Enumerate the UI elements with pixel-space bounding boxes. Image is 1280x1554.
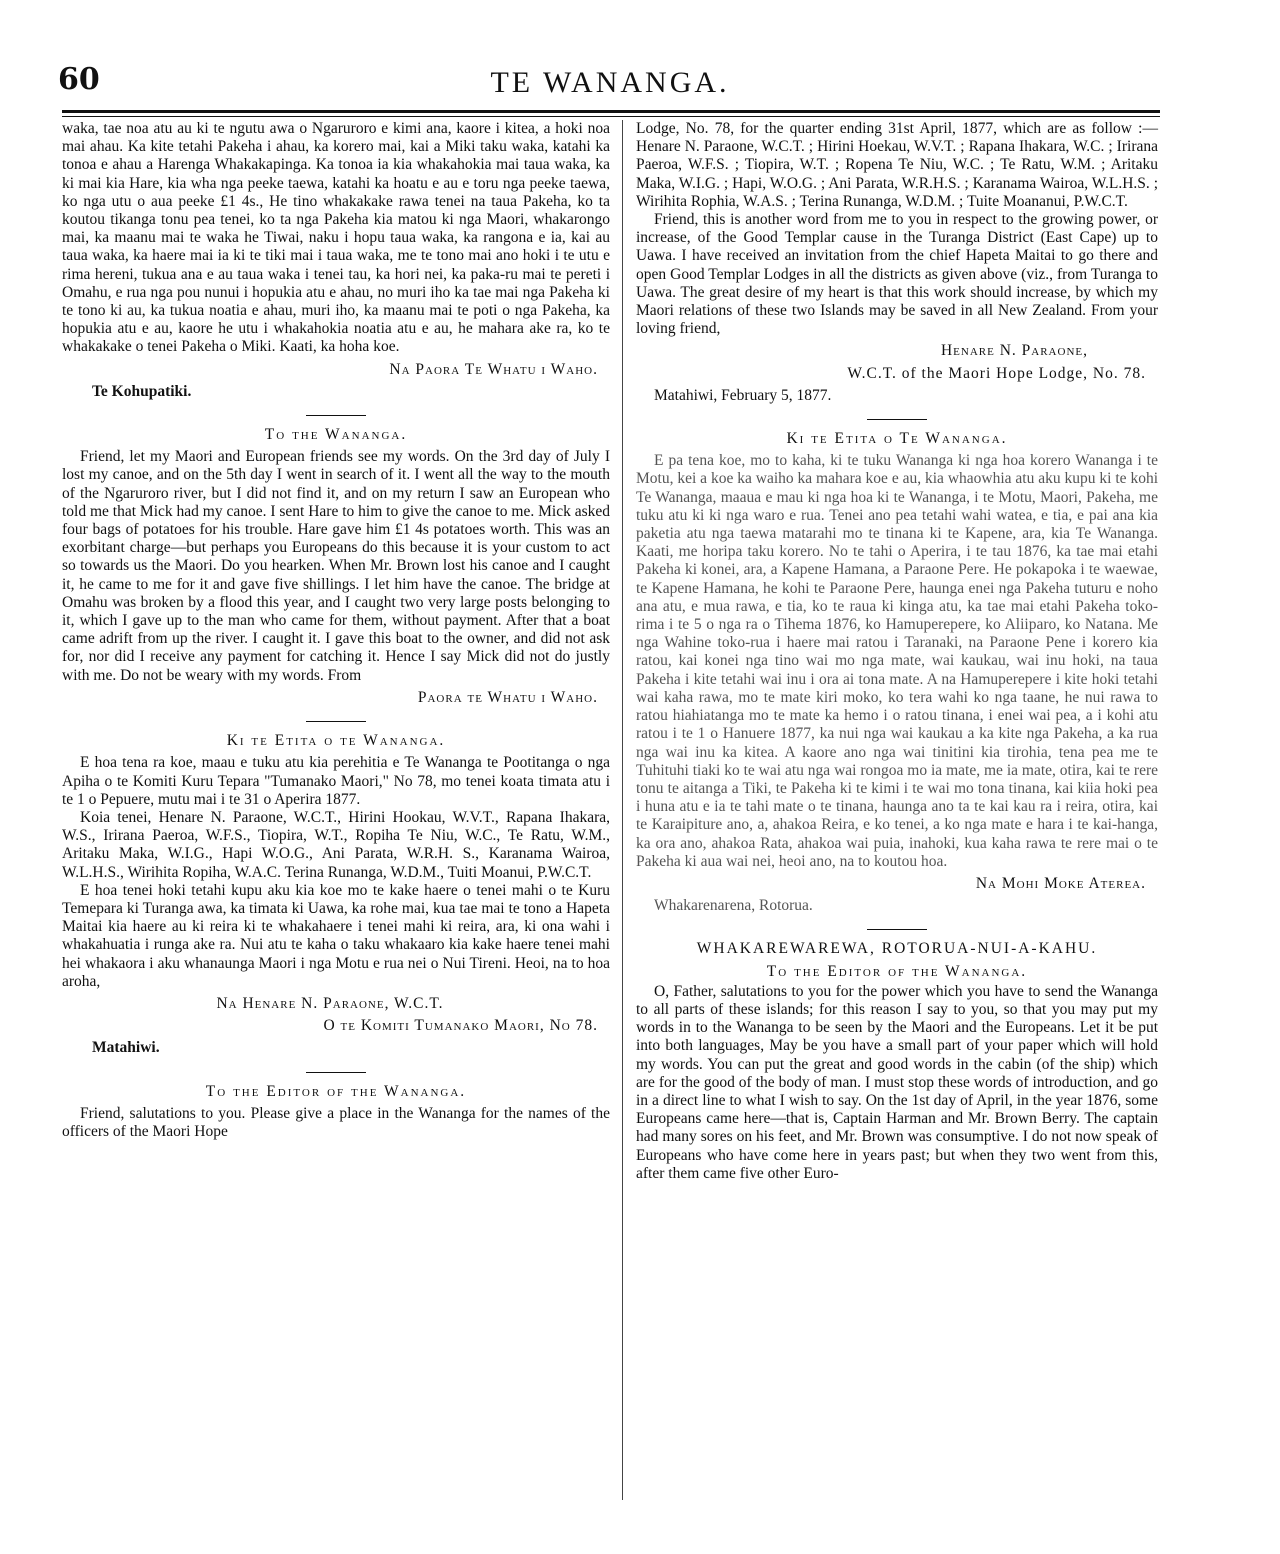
section-heading: Ki te Etita o Te Wananga. (786, 430, 1008, 448)
letter-paragraph: E hoa tenei hoki tetahi kupu aku kia koe mo te kake haere o tenei mahi o te Kuru Temepara ki Turanga awa, ka timata ki Uawa, ka rohe mai, kua tae mai te tono a Hapeta Maitai kia haere au ki reira ki te whakahaere i tenei mahi ki reira, ara, ki ona wahi i whakahuatia i runga ake ra. Nui atu te kaha o taku whakaaro kia kake haere tenei mahi hei whakaora i aku whanaunga Maori i nga Motu e rua nei o Nui Tireni. Heoi, na to hoa aroha, (62, 881, 610, 990)
signature: Henare N. Paraone, (940, 342, 1088, 360)
letter-paragraph: Friend, this is another word from me to you in respect to the growing power, or increase, of the Good Templar cause in the Turanga District (East Cape) up to Uawa. I have received an invitation from the chief Hapeta Maitai to go there and open Good Templar Lodges in all the districts as given above (viz., from Turanga to Uawa. The great desire of my heart is that this work should increase, by which my Maori relations of these two Islands may be saved in all New Zealand. From your loving friend, (636, 211, 1158, 338)
signature-affiliation: O te Komiti Tumanako Maori, No 78. (323, 1017, 598, 1035)
right-column (636, 120, 1158, 1183)
section-subheading: To the Editor of the Wananga. (766, 962, 1028, 980)
dateline-place: Te Kohupatiki. (92, 382, 192, 400)
letter-paragraph: Friend, salutations to you. Please give a place in the Wananga for the names of the officers of the Maori Hope (62, 1104, 610, 1140)
section-separator (867, 929, 927, 930)
signature: Na Henare N. Paraone, W.C.T. (216, 994, 444, 1012)
dateline-place: Matahiwi, February 5, 1877. (654, 386, 832, 404)
page-title: TE WANANGA. (490, 66, 730, 99)
section-separator (306, 721, 366, 722)
section-separator (306, 1072, 366, 1073)
signature-affiliation: W.C.T. of the Maori Hope Lodge, No. 78. (847, 364, 1146, 382)
signature: Na Mohi Moke Aterea. (975, 874, 1146, 892)
section-separator (306, 415, 366, 416)
letter-english-paragraph: O, Father, salutations to you for the power which you have to send the Wananga to all parts of these islands; for this reason I say to you, so that you may put my words in to the Wananga to be seen by the Maori and the Europeans. Let it be put into both languages, May be you have a small part of your paper which will hold my words. You can put the great and good words in the cabin (of the ship) which are for the good of the body of man. I must stop these words of introduction, and go in a direct line to what I wish to say. On the 1st day of April, in the year 1876, some Europeans came here—that is, Captain Harman and Mr. Brown Berry. The captain had many sores on his feet, and Mr. Brown was consumptive. I do not now speak of Europeans who have come here in years past; but when they two went from this, after them came five other Euro- (636, 982, 1158, 1182)
page-header (58, 62, 1162, 106)
officers-list-paragraph: Lodge, No. 78, for the quarter ending 31st April, 1877, which are as follow :—Henare N. Paraone, W.C.T. ; Hirini Hoekau, W.V.T. ; Rapana Ihakara, W.C. ; Irirana Paeroa, W.F.S. ; Tiopira, W.T. ; Ropena Te Niu, W.C. ; Te Ratu, W.M. ; Aritaku Maka, W.I.G. ; Hapi, W.O.G. ; Ani Parata, W.R.H.S. ; Karanama Wairoa, W.L.H.S. ; Wirihita Rophia, W.A.S. ; Terina Runanga, W.D.M. ; Tuite Moananui, P.W.C.T. (636, 120, 1158, 210)
section-separator (867, 419, 927, 420)
section-heading: Ki te Etita o te Wananga. (226, 732, 446, 750)
section-heading: WHAKAREWAREWA, ROTORUA-NUI-A-KAHU. (696, 940, 1098, 958)
section-heading: To the Editor of the Wananga. (205, 1082, 467, 1100)
column-divider (622, 120, 623, 1500)
left-column (62, 120, 610, 1141)
page-number: 60 (58, 62, 100, 97)
letter-maori-paragraph: waka, tae noa atu au ki te ngutu awa o Ngaruroro e kimi ana, kaore i kitea, a hoki noa mai ahau. Ka kite tetahi Pakeha i ahau, ka korero mai, kai a Miki taku waka, katahi ka tonoa e ahau a Harenga Whakakapinga. Ka tonoa ia kia whakahokia mai taua waka, ka ki mai kia Hare, kia wha nga peeke taewa, katahi ka hoatu e au e toru nga peeke taewa, ko nga utu o aua peeke £1 4s., He tino whakakake rawa tenei na taua Pakeha, ko ta koutou tikanga tonu pea tenei, ko ta nga Pakeha kia matou ki nga Maori, whakarongo mai, ka maanu mai te waka he Tiwai, naku i hopu taua waka, ka rangona e ia, kai au taua waka, ka haere mai ia ki te tiki mai i taua waka, me te tono mai ano hoki i te utu e rima hereni, tukua ana e au taua waka i tenei tau, ka hori nei, ka paka-ru mai te pereti i Omahu, e rua nga pou nunui i hopukia atu e ahau, no muri iho ka tae mai nga Pakeha ki te tono ki au, ka tukua noatia e ahau, muri iho, ka maanu mai te poti o nga Pakeha, ka hopukia atu e au, kaore he utu i whakahokia noatia atu e au, he mahara ake ra, ko te whakakake o tenei Pakeha o Miki. Kaati, ka hoha koe. (62, 120, 610, 356)
dateline-place: Matahiwi. (92, 1039, 160, 1057)
dateline-place: Whakarenarena, Rotorua. (654, 897, 813, 915)
signature: Paora te Whatu i Waho. (417, 688, 598, 706)
letter-paragraph: E hoa tena ra koe, maau e tuku atu kia perehitia e Te Wananga te Pootitanga o nga Apiha o te Komiti Kuru Tepara "Tumanako Maori," No 78, mo tenei koata timata atu i te 1 o Pepuere, mutu mai i te 31 o Aperira 1877. (62, 754, 610, 808)
officers-list-paragraph: Koia tenei, Henare N. Paraone, W.C.T., Hirini Hookau, W.V.T., Rapana Ihakara, W.S., Irirana Paeroa, W.F.S., Tiopira, W.T., Ropiha Te Niu, W.C., Te Ratu, W.M., Aritaku Maka, W.I.G., Hapi W.O.G., Ani Parata, W.R.H. S., Karanama Wairoa, W.L.H.S., Wirihita Ropiha, W.A.C. Terina Runanga, W.D.M., Tuiti Moanui, P.W.C.T. (62, 808, 610, 881)
letter-english-paragraph: Friend, let my Maori and European friends see my words. On the 3rd day of July I lost my canoe, and on the 5th day I went in search of it. I went all the way to the mouth of the Ngaruroro river, but I did not find it, and on my return I saw an European who told me that Mick had my canoe. I sent Hare to him to give the canoe to me. Mick asked four bags of potatoes for his trouble. Hare gave him £1 4s potatoes worth. This was an exorbitant charge—but perhaps you Europeans do this because it is your custom to act so towards us the Maori. Do you hearken. When Mr. Brown lost his canoe and I caught it, he came to me for it and gave five shillings. I let him have the canoe. The bridge at Omahu was broken by a flood this year, and I caught two very large posts belonging to it, which I gave up to the man who came for them, without payment. After that a boat came adrift from up the river. I caught it. I gave this boat to the owner, and did not ask for, nor did I receive any payment for catching it. Hence I say Mick did not do justly with me. Do not be weary with my words. From (62, 448, 610, 684)
header-rule (62, 110, 1160, 113)
letter-maori-paragraph: E pa tena koe, mo to kaha, ki te tuku Wananga ki nga hoa korero Wananga i te Motu, kei a koe ka waiho ka mahara koe e au, kia whaowhia atu aku kupu ki te kohi Te Wananga, maaua e mau ki nga hoa ki te Wananga, i te Motu, Maori, Pakeha, me tuku atu ki ki nga waro e rua. Tenei ano pea tetahi wahi watea, e tia, e pai ana kia paketia atu nga taewa matarahi mo te tinana ki te Kapene, ara, kia Te Wananga. Kaati, me horipa taku korero. No te tahi o Aperira, i te tau 1876, ka tae mai etahi Pakeha ki konei, ara, a Kapene Hamana, a Paraone Pere. He pokapoka i te waewae, te Kapene Hamana, he kohi te Paraone Pere, haunga enei nga Pakeha tuturu e noho ana atu, e mua rawa, e tia, ko te raua ki kinga atu, ka tae mai etahi Pakeha toko-rima i te 5 o nga ra o Tihema 1876, ko Hamuperepere, ko Aliiparo, ko Natana. Me nga Wahine toko-rua i haere mai ratou i Taranaki, na Paraone Pene i korero kia ratou, kai konei nga tino wai mo nga mate, wai kaukau, wai inu hoki, na taua Pakeha i kite tetahi wai inu i ora ai tona mate. A na Hamuperepere i kite hoki tetahi wai kaha rawa, mo te mate kiri moko, ko tera wahi ko nga taane, he nui rawa to ratou hiahiatanga mo te mate ka hemo i o ratou tinana, i enei wai pea, a i kohi atu ratou i te 1 o Hanuere 1877, ka nui nga wai kaukau a ka kite nga Pakeha, a ka rua nga wai inu ka kitea. A kaore ano nga wai tinitini kia tirohia, tena pea me te Tuhituhi tiaki ko te wai atu nga wai rongoa mo ia mate, me ia mate, otira, kai te rere tonu te aitanga a Tiki, te Pakeha ki te kimi i te wai mo tona tinana, kai kiia hoki pea i huna atu e ia te tahi mate o te tinana, haunga ano ta te kai kau ra i reira, otira, kai te Karaipiture ano, a, ahakoa Reira, e ko tenei, a ko nga mate e hara i te kai-hanga, ka ora ano, ahakoa Rata, ahakoa wai puia, inahoki, kua kaha rawa te rere mai o te Pakeha ki aua wai nei, heoi ano, na to koutou hoa. (636, 452, 1158, 870)
signature: Na Paora Te Whatu i Waho. (389, 360, 598, 378)
section-heading: To the Wananga. (264, 426, 408, 444)
header-rule-thin (62, 116, 1160, 117)
